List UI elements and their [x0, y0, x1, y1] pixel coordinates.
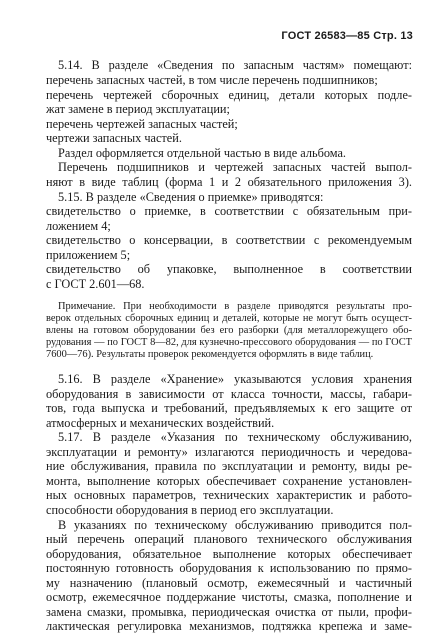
text-line: Раздел оформляется отдельной частью в виде альбома. [58, 146, 346, 160]
text-line: ный перечень операций планового технического обслуживания [46, 532, 412, 546]
text-line: оборудования в зависимости от класса точности, массы, габари- [46, 387, 412, 401]
text-line: приложением 5; [46, 248, 131, 262]
text-line: перечень чертежей запасных частей; [46, 117, 238, 131]
text-line: атмосферных и механических воздействий. [46, 416, 275, 430]
text-line: ние обслуживания, правила по эксплуатации и ремонту, виды ре- [46, 459, 412, 473]
text-line: перечень чертежей сборочных единиц, детали которых подле- [46, 88, 412, 102]
text-line: монта, выполнение которых обеспечивает сохранение установлен- [46, 474, 412, 488]
text-line: свидетельство об упаковке, выполненное в соответствии [46, 262, 412, 276]
text-line: свидетельство о консервации, в соответствии с рекомендуемым [46, 233, 412, 247]
text-line: 5.17. В разделе «Указания по техническому обслуживанию, [58, 430, 412, 444]
note-line: Примечание. При необходимости в разделе приводятся результаты про- [58, 301, 412, 312]
text-line: 5.14. В разделе «Сведения по запасным частям» помещают: [58, 58, 412, 72]
text-line: постоянную готовность оборудования к использованию по прямо- [46, 561, 412, 575]
text-line: Перечень подшипников и чертежей запасных частей выпол- [58, 160, 412, 174]
text-line: 5.16. В разделе «Хранение» указываются условия хранения [58, 372, 412, 386]
note-line: рудования — по ГОСТ 8—82, для кузнечно-прессового оборудования — по ГОСТ [46, 337, 412, 348]
text-line: ложением 4; [46, 219, 111, 233]
page-header: ГОСТ 26583—85 Стр. 13 [281, 30, 413, 42]
text-line: свидетельство о приемке, в соответствии с обязательным при- [46, 204, 412, 218]
note-line: влены на готовом оборудовании без его разборки (для металлорежущего обо- [46, 325, 412, 336]
text-line: лактическая регулировка механизмов, подтяжка крепежа и заме- [46, 619, 412, 633]
text-line: жат замене в период эксплуатации; [46, 102, 230, 116]
text-line: ных основных параметров, технических характеристик и работо- [46, 488, 412, 502]
text-line: оборудования, обязательное выполнение которых обеспечивает [46, 547, 412, 561]
text-line: с ГОСТ 2.601—68. [46, 277, 145, 291]
text-line: замена смазки, промывка, периодическая очистка от пыли, профи- [46, 605, 412, 619]
note-line: верок отдельных сборочных единиц и деталей, которые не могут быть осущест- [46, 313, 412, 324]
text-line: перечень запасных частей, в том числе перечень подшипников; [46, 73, 378, 87]
text-line: няют в виде таблиц (форма 1 и 2 обязательного приложения 3). [46, 175, 412, 189]
text-line: осмотр, ежемесячное поддержание чистоты, смазка, пополнение и [46, 590, 412, 604]
text-line: тов, года выпуска и требований, предъявляемых к его защите от [46, 401, 412, 415]
text-line: эксплуатации и ремонту» излагаются периодичность и чередова- [46, 445, 412, 459]
text-line: му назначению (плановый осмотр, ежемесячный и частичный [46, 576, 412, 590]
note-line: 7600—76). Результаты проверок рекомендуется оформлять в виде таблиц. [46, 349, 374, 360]
text-line: В указаниях по техническому обслуживанию приводится пол- [58, 518, 412, 532]
text-line: чертежи запасных частей. [46, 131, 182, 145]
text-line: способности оборудования в период его эксплуатации. [46, 503, 334, 517]
text-line: 5.15. В разделе «Сведения о приемке» приводятся: [58, 190, 324, 204]
